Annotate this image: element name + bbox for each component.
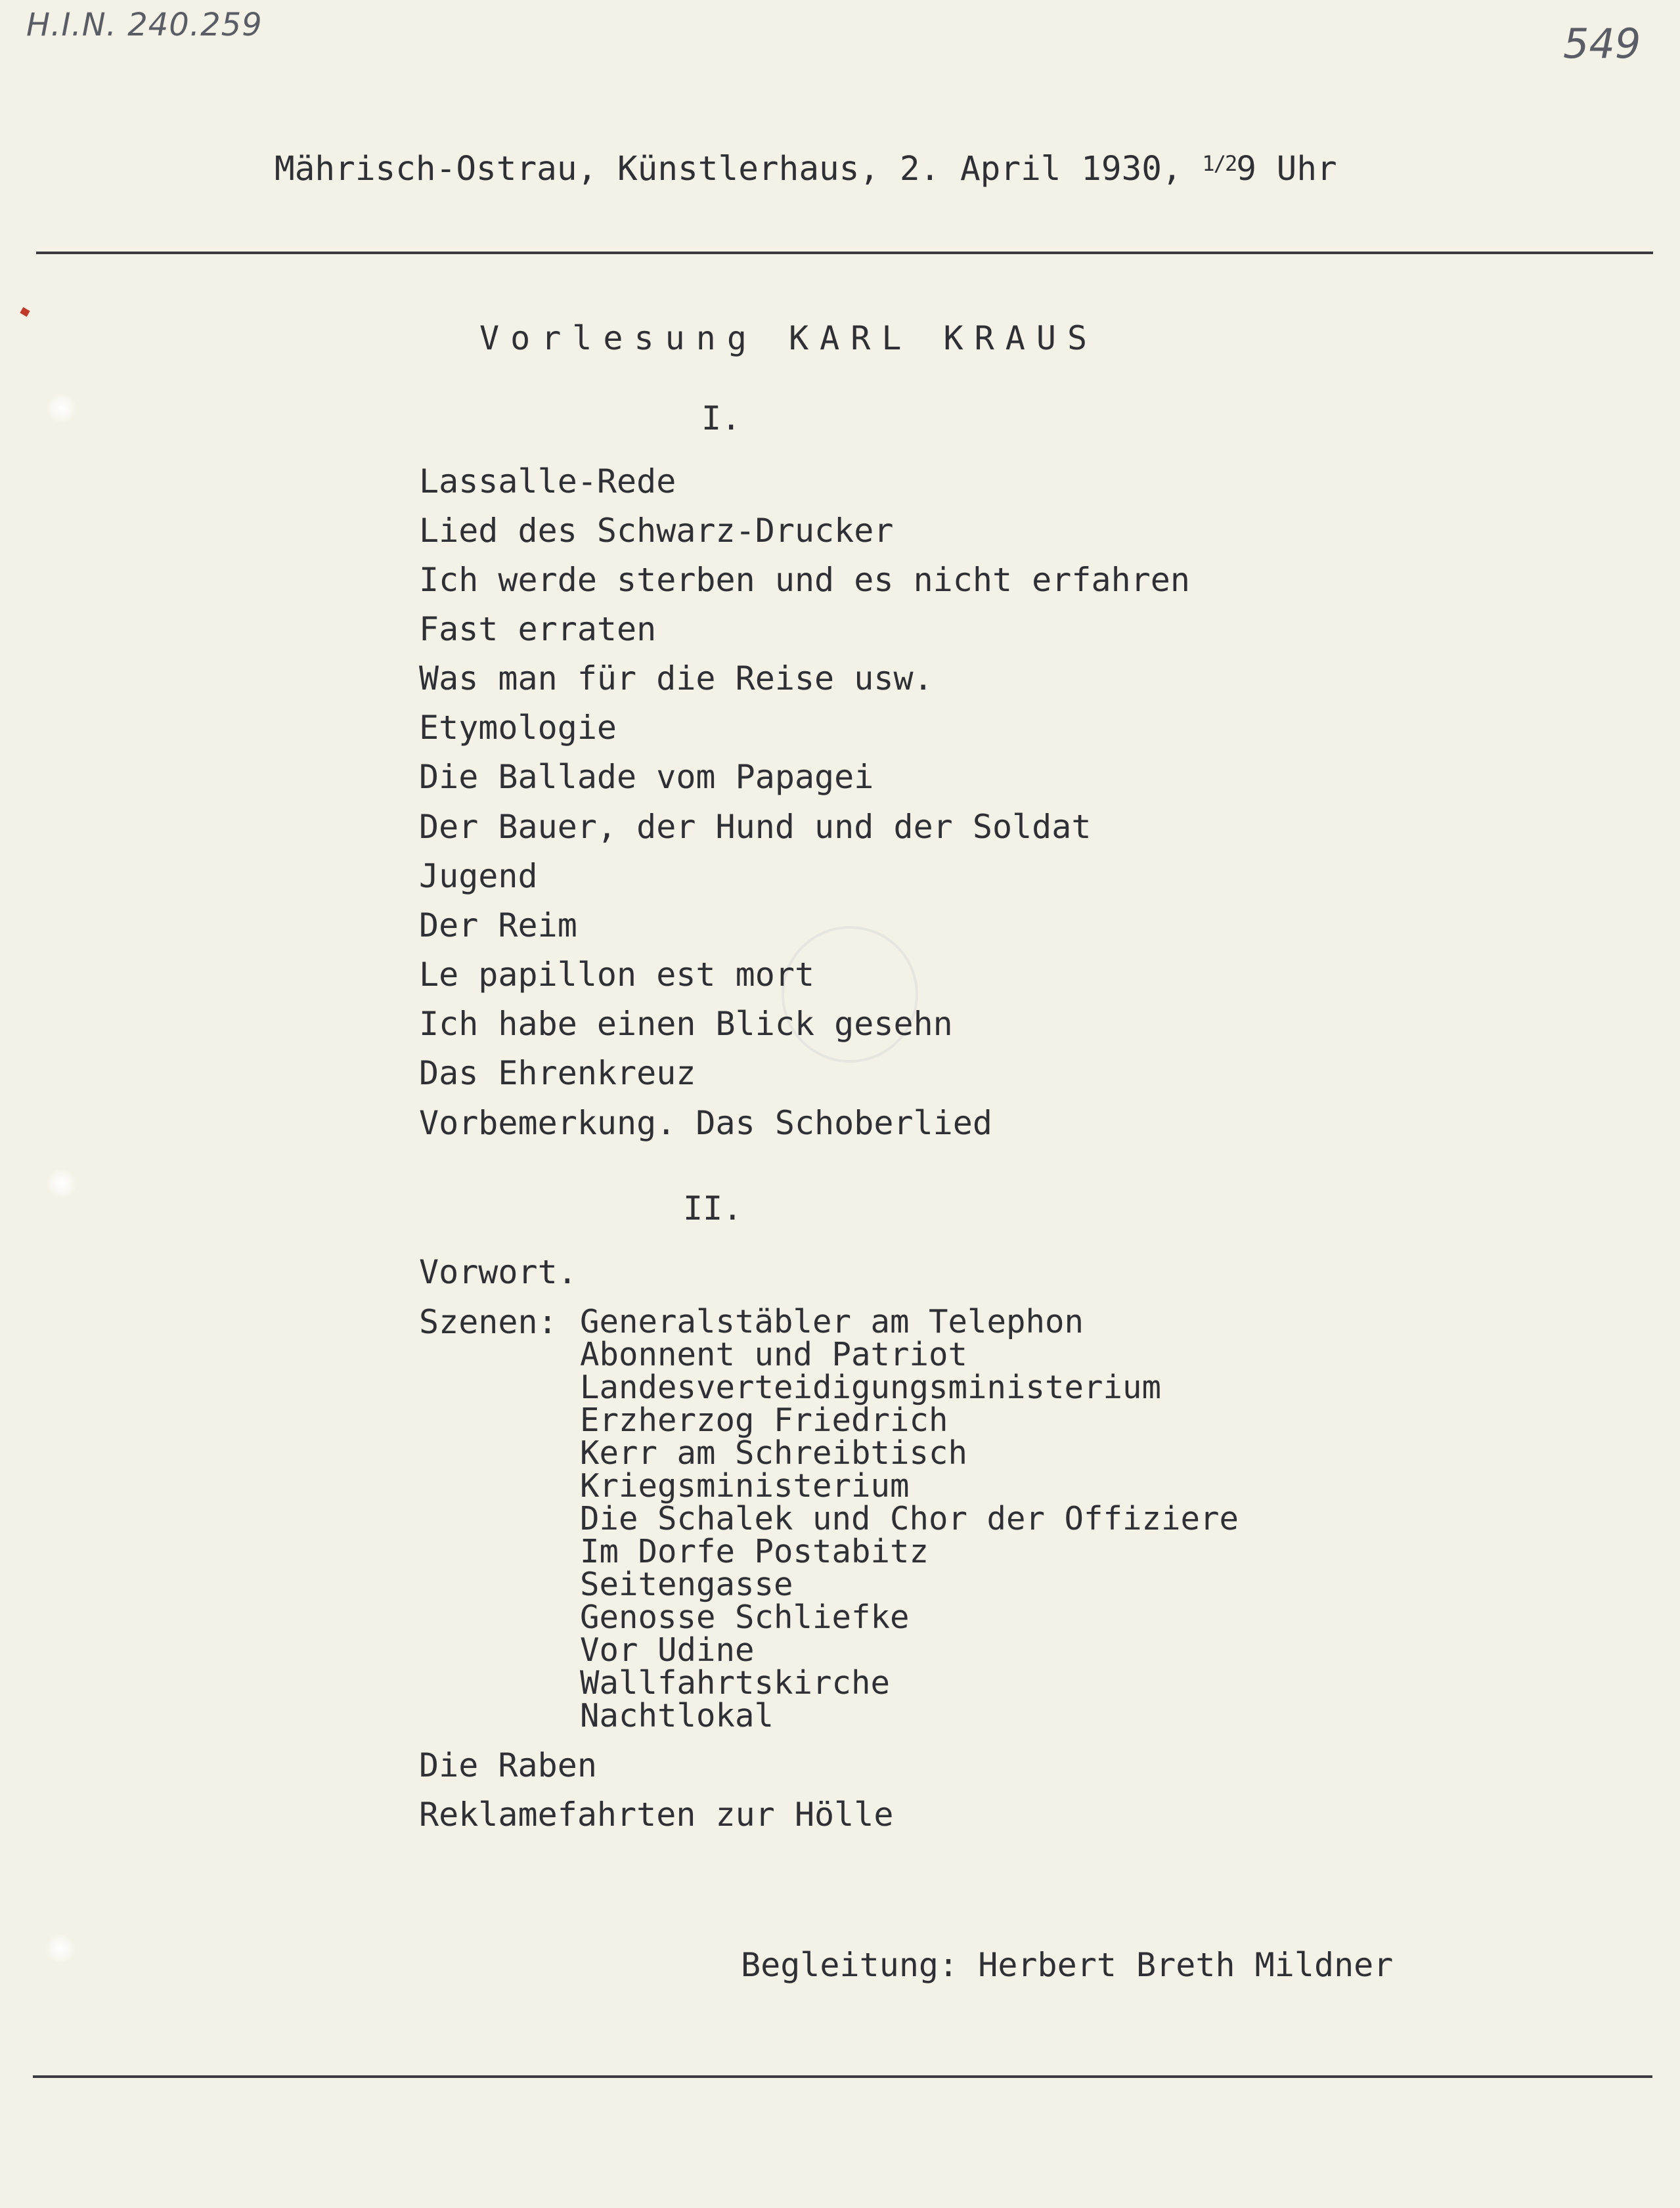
- scene-item: Seitengasse: [580, 1566, 793, 1603]
- scene-item: Kerr am Schreibtisch: [580, 1434, 968, 1472]
- scene-item: Erzherzog Friedrich: [580, 1402, 948, 1439]
- scenes-label: Szenen:: [419, 1303, 558, 1341]
- scene-item: Generalstäbler am Telephon: [580, 1303, 1084, 1340]
- event-header: [275, 152, 1337, 186]
- program-item: Lied des Schwarz-Drucker: [419, 512, 894, 550]
- program-item: Etymologie: [419, 709, 617, 747]
- scene-item: Genosse Schliefke: [580, 1599, 910, 1636]
- program-item: Was man für die Reise usw.: [419, 659, 933, 697]
- scene-item: Wallfahrtskirche: [580, 1664, 891, 1702]
- scene-item: Die Schalek und Chor der Offiziere: [580, 1500, 1239, 1537]
- part-one-label: I.: [701, 399, 741, 437]
- program-item: Ich werde sterben und es nicht erfahren: [419, 561, 1190, 599]
- program-item: Die Raben: [419, 1746, 597, 1784]
- accompaniment-credit: Begleitung: Herbert Breth Mildner: [741, 1946, 1394, 1984]
- program-item: Jugend: [419, 857, 538, 895]
- scene-item: Landesverteidigungsministerium: [580, 1369, 1162, 1406]
- punch-hole: [47, 394, 76, 423]
- program-item: Vorwort.: [419, 1253, 577, 1291]
- scene-item: Im Dorfe Postabitz: [580, 1533, 929, 1570]
- handwritten-archive-number: H.I.N. 240.259: [26, 7, 263, 43]
- scene-item: Abonnent und Patriot: [580, 1336, 968, 1373]
- event-time: 9 Uhr: [1236, 150, 1337, 188]
- red-mark: [20, 307, 30, 317]
- handwritten-page-number: 549: [1563, 20, 1641, 68]
- program-item: Lassalle-Rede: [419, 462, 676, 500]
- reading-title: Vorlesung KARL KRAUS: [479, 319, 1099, 357]
- punch-hole: [47, 1169, 76, 1198]
- program-item: Der Bauer, der Hund und der Soldat: [419, 808, 1092, 846]
- program-item: Das Ehrenkreuz: [419, 1054, 696, 1092]
- punch-hole: [46, 1934, 75, 1963]
- program-item: Fast erraten: [419, 610, 657, 648]
- program-item: Reklamefahrten zur Hölle: [419, 1796, 894, 1834]
- bottom-divider: [33, 2075, 1652, 2078]
- program-item: Vorbemerkung. Das Schoberlied: [419, 1104, 992, 1142]
- scene-item: Vor Udine: [580, 1631, 755, 1669]
- scene-item: Kriegsministerium: [580, 1467, 910, 1505]
- top-divider: [36, 252, 1653, 254]
- program-item: Le papillon est mort: [419, 956, 815, 994]
- scene-item: Nachtlokal: [580, 1697, 774, 1734]
- program-item: Die Ballade vom Papagei: [419, 758, 874, 796]
- event-place-date: Mährisch-Ostrau, Künstlerhaus, 2. April 1930,: [275, 150, 1203, 188]
- time-fraction: 1/2: [1202, 151, 1237, 176]
- part-two-label: II.: [683, 1189, 743, 1227]
- program-item: Der Reim: [419, 906, 577, 944]
- program-item: Ich habe einen Blick gesehn: [419, 1005, 953, 1043]
